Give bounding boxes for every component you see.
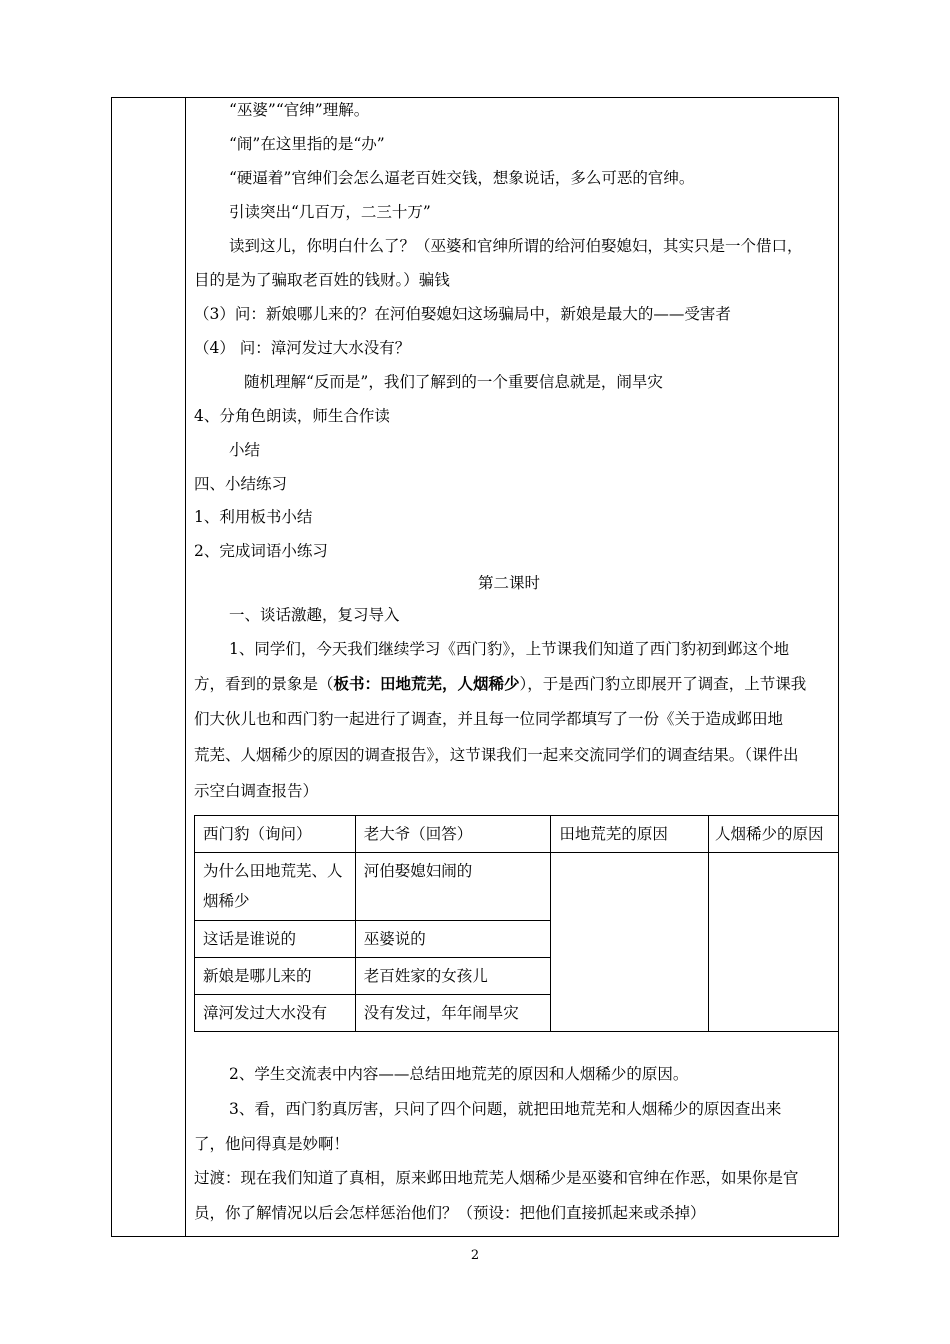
text-line: 荒芜、人烟稀少的原因的调查报告》，这节课我们一起来交流同学们的调查结果。（课件出 (194, 746, 799, 764)
table-cell: 巫婆说的 (355, 921, 551, 958)
table-cell: 新娘是哪儿来的 (195, 958, 356, 995)
text-line: 读到这儿，你明白什么了？（巫婆和官绅所谓的给河伯娶媳妇，其实只是一个借口， (229, 237, 803, 255)
text-line: “巫婆”“官绅”理解。 (229, 101, 370, 119)
column-divider (185, 97, 186, 1237)
text-line: 小结 (229, 441, 261, 459)
text-line: 3、看，西门豹真厉害，只问了四个问题，就把田地荒芜和人烟稀少的原因查出来 (229, 1100, 782, 1118)
table-cell: 漳河发过大水没有 (195, 995, 356, 1032)
text-line: 员，你了解情况以后会怎样惩治他们？（预设：把他们直接抓起来或杀掉） (194, 1204, 706, 1222)
table-cell: 河伯娶媳妇闹的 (355, 853, 551, 921)
text-line: 方，看到的景象是（板书：田地荒芜，人烟稀少），于是西门豹立即展开了调查，上节课我 (194, 674, 807, 693)
text-line: 四、小结练习 (194, 475, 288, 493)
header-cell: 老大爷（回答） (355, 816, 551, 853)
text-line: 1、利用板书小结 (194, 508, 313, 526)
text-line: “闹”在这里指的是“办” (229, 135, 385, 153)
table-cell-empty (551, 853, 709, 1032)
table-header-row (195, 816, 839, 853)
header-cell: 田地荒芜的原因 (551, 816, 709, 853)
text-line: 2、完成词语小练习 (194, 542, 328, 560)
text-line: （3）问：新娘哪儿来的？在河伯娶媳妇这场骗局中，新娘是最大的——受害者 (194, 305, 731, 323)
header-cell: 西门豹（询问） (195, 816, 356, 853)
text-line: 们大伙儿也和西门豹一起进行了调查，并且每一位同学都填写了一份《关于造成邺田地 (194, 710, 784, 728)
text-line: 了，他问得真是妙啊！ (194, 1135, 350, 1153)
table-cell: 为什么田地荒芜、人烟稀少 (195, 853, 356, 921)
text-line: 4、分角色朗读，师生合作读 (194, 407, 390, 425)
survey-table (194, 815, 839, 1032)
table-cell-empty (709, 853, 839, 1032)
text-line: 2、学生交流表中内容——总结田地荒芜的原因和人烟稀少的原因。 (229, 1065, 689, 1083)
text-line: 1、同学们，今天我们继续学习《西门豹》，上节课我们知道了西门豹初到邺这个地 (229, 640, 790, 658)
text-line: 引读突出“几百万，二三十万” (229, 203, 431, 221)
table-cell: 这话是谁说的 (195, 921, 356, 958)
table-cell: 老百姓家的女孩儿 (355, 958, 551, 995)
table-cell: 没有发过，年年闹旱灾 (355, 995, 551, 1032)
board-note: 板书：田地荒芜，人烟稀少 (333, 674, 520, 693)
text-line: “硬逼着”官绅们会怎么逼老百姓交钱，想象说话，多么可恶的官绅。 (229, 169, 695, 187)
text-line: 示空白调查报告） (194, 782, 319, 800)
text-line: 随机理解“反而是”，我们了解到的一个重要信息就是，闹旱灾 (244, 373, 663, 391)
text-line: 一、谈话激趣，复习导入 (229, 606, 400, 624)
section-title: 第二课时 (478, 574, 541, 592)
text-line: （4） 问：漳河发过大水没有？ (194, 339, 411, 357)
table-row (195, 853, 839, 921)
page-number: 2 (470, 1248, 480, 1263)
text-line: 过渡：现在我们知道了真相，原来邺田地荒芜人烟稀少是巫婆和官绅在作恶，如果你是官 (194, 1169, 799, 1187)
text-line: 目的是为了骗取老百姓的钱财。）骗钱 (194, 271, 450, 289)
header-cell: 人烟稀少的原因 (709, 816, 839, 853)
